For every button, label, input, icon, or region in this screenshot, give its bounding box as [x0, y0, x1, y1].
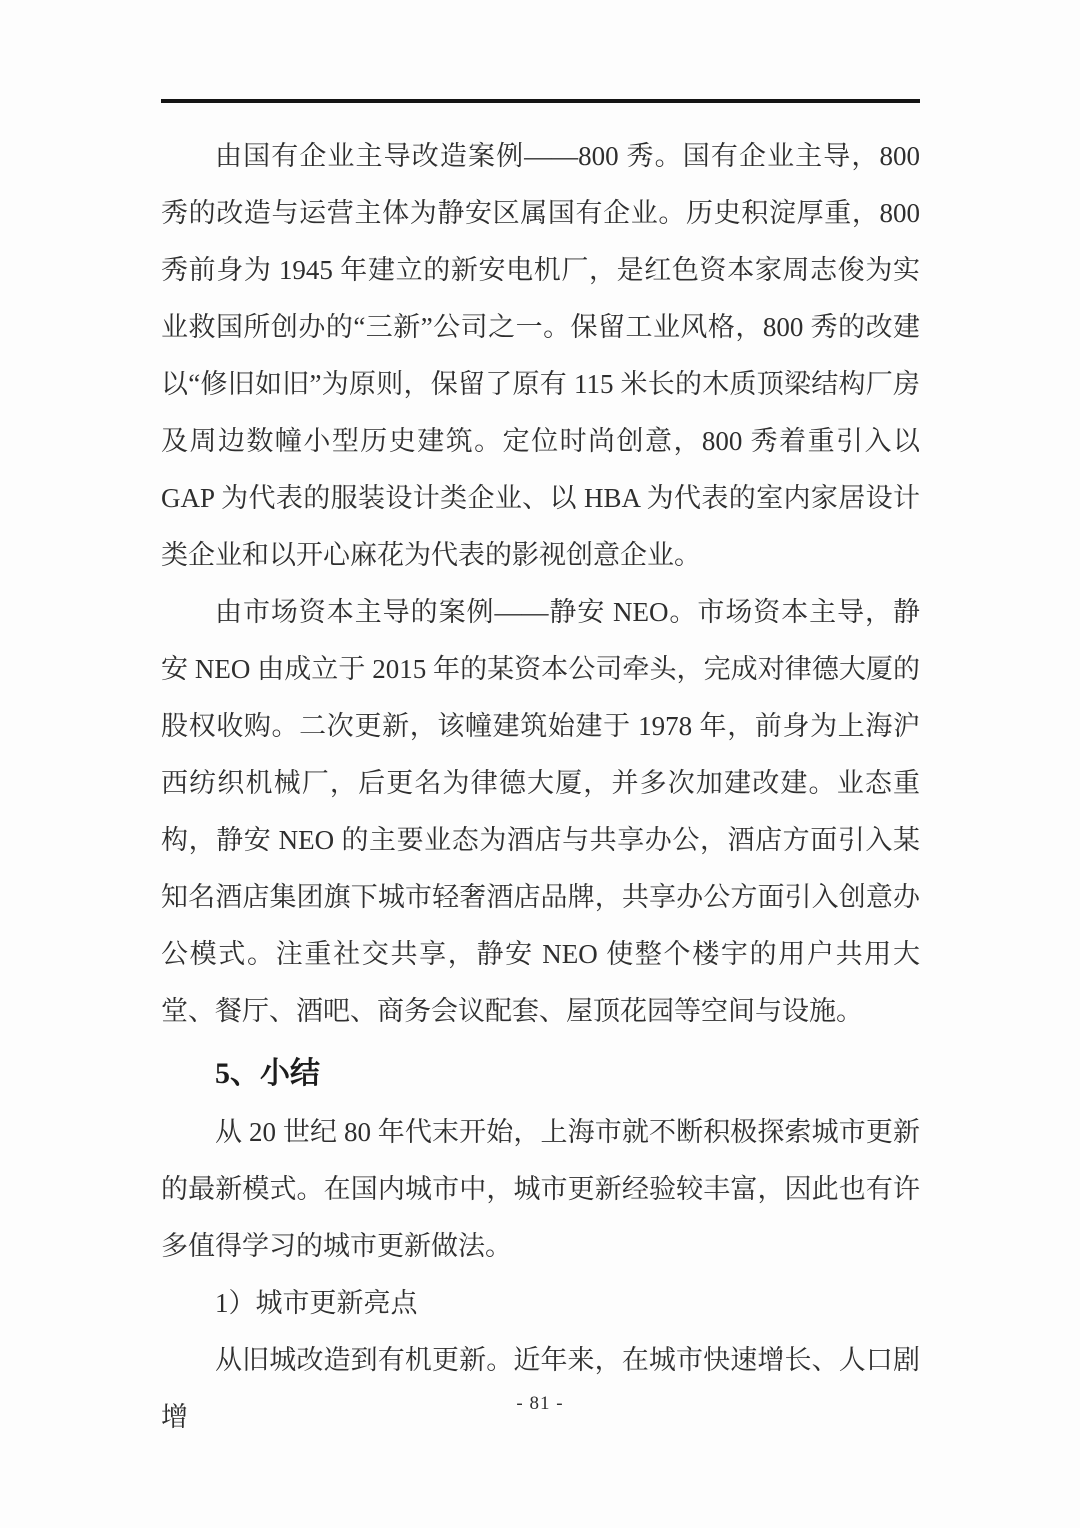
item-heading-renewal-highlights: 1）城市更新亮点 — [215, 1288, 418, 1318]
header-rule — [161, 99, 920, 103]
page-number: - 81 - — [516, 1393, 564, 1414]
paragraph-market-jingan-neo: 由市场资本主导的案例——静安 NEO。市场资本主导，静安 NEO 由成立于 2015 年的某资本公司牵头，完成对律德大厦的股权收购。二次更新，该幢建筑始建于 1978 年，前身为上海沪西纺织机械厂，后更名为律德大厦，并多次加建改建。业态重构，静安 NEO 的主要业态为酒店与共享办公，酒店方面引入某知名酒店集团旗下城市轻奢酒店品牌，共享办公方面引入创意办公模式。注重社交共享，静安 NEO 使整个楼宇的用户共用大堂、餐厅、酒吧、商务会议配套、屋顶花园等空间与设施。 — [161, 597, 920, 1026]
paragraph-old-city-renewal: 从旧城改造到有机更新。近年来，在城市快速增长、人口剧增 — [161, 1345, 920, 1432]
paragraph-shanghai-renewal-intro: 从 20 世纪 80 年代末开始，上海市就不断积极探索城市更新的最新模式。在国内城市中，城市更新经验较丰富，因此也有许多值得学习的城市更新做法。 — [161, 1117, 920, 1261]
page-footer — [0, 1392, 1080, 1416]
paragraph-soe-800show: 由国有企业主导改造案例——800 秀。国有企业主导，800 秀的改造与运营主体为静安区属国有企业。历史积淀厚重，800 秀前身为 1945 年建立的新安电机厂，是红色资本家周志俊为实业救国所创办的“三新”公司之一。保留工业风格，800 秀的改建以“修旧如旧”为原则，保留了原有 115 米长的木质顶梁结构厂房及周边数幢小型历史建筑。定位时尚创意，800 秀着重引入以 GAP 为代表的服装设计类企业、以 HBA 为代表的室内家居设计类企业和以开心麻花为代表的影视创意企业。 — [161, 141, 920, 570]
section-heading-summary: 5、小结 — [215, 1057, 320, 1090]
document-body — [161, 128, 920, 1446]
